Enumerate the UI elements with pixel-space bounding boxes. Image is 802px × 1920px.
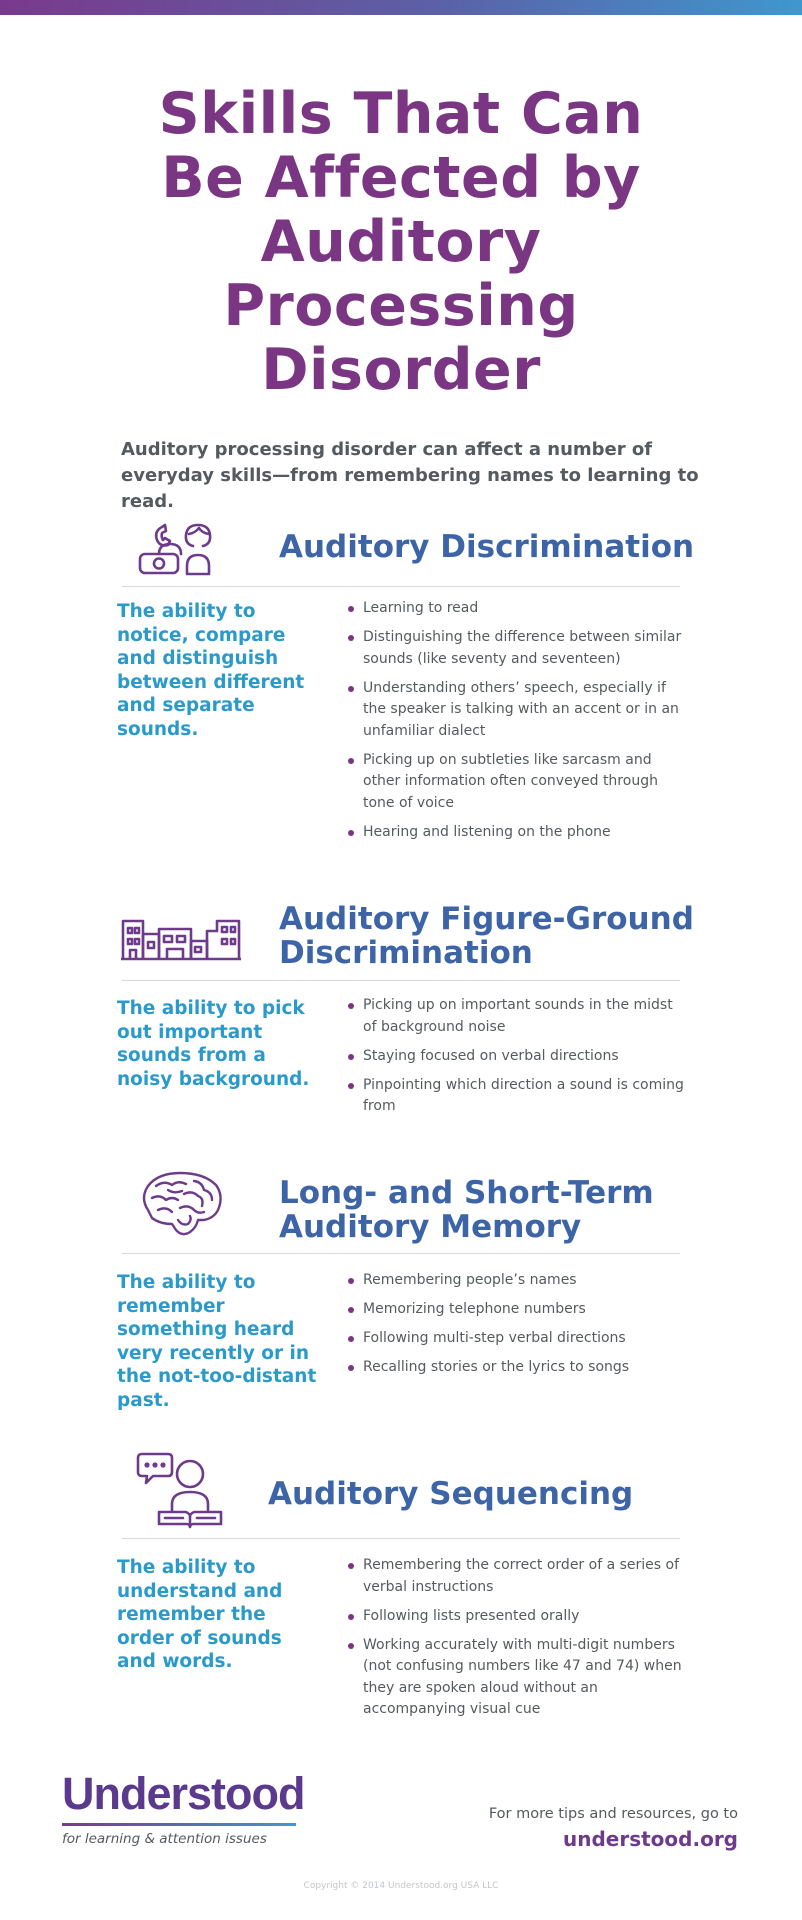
section-title bbox=[279, 1176, 654, 1244]
list-item: Pinpointing which direction a sound is coming from bbox=[346, 1075, 686, 1118]
list-item: Picking up on important sounds in the midst of background noise bbox=[346, 995, 686, 1038]
copyright: Copyright © 2014 Understood.org USA LLC bbox=[303, 1881, 499, 1891]
understood-logo[interactable]: Understood bbox=[62, 1768, 305, 1819]
list-item: Following lists presented orally bbox=[346, 1606, 686, 1628]
intro-text: Auditory processing disorder can affect a number of everyday skills—from remembering names to learning to read. bbox=[121, 439, 699, 512]
section-title bbox=[279, 902, 694, 970]
bullet-list bbox=[346, 1270, 686, 1386]
divider bbox=[122, 1253, 680, 1254]
section-title bbox=[268, 1477, 633, 1511]
list-item: Remembering people’s names bbox=[346, 1270, 686, 1292]
title-line: Disorder bbox=[261, 337, 541, 403]
list-item: Learning to read bbox=[346, 598, 686, 620]
section-title-line: Auditory Sequencing bbox=[268, 1476, 634, 1512]
city-buildings-icon bbox=[121, 917, 241, 965]
section-title bbox=[279, 530, 694, 564]
brain-icon bbox=[138, 1170, 224, 1244]
list-item: Picking up on subtleties like sarcasm and other information often conveyed through tone of voice bbox=[346, 750, 686, 815]
phone-person-icon bbox=[137, 520, 225, 580]
logo-underline bbox=[62, 1823, 296, 1826]
section-description: The ability to understand and remember the order of sounds and words. bbox=[117, 1557, 283, 1672]
divider bbox=[122, 1538, 680, 1539]
divider bbox=[122, 980, 680, 981]
list-item: Memorizing telephone numbers bbox=[346, 1299, 686, 1321]
reader-speech-bubble-icon bbox=[137, 1452, 223, 1532]
list-item: Remembering the correct order of a series of verbal instructions bbox=[346, 1555, 686, 1598]
list-item: Staying focused on verbal directions bbox=[346, 1046, 686, 1068]
top-gradient-bar bbox=[0, 0, 802, 15]
title-line: Be Affected by bbox=[161, 145, 641, 211]
title-line: Auditory bbox=[260, 209, 542, 275]
list-item: Distinguishing the difference between similar sounds (like seventy and seventeen) bbox=[346, 627, 686, 670]
section-description: The ability to pick out important sounds from a noisy background. bbox=[117, 998, 310, 1090]
logo-tagline: for learning & attention issues bbox=[62, 1831, 267, 1847]
bullet-list bbox=[346, 1555, 686, 1728]
bullet-list bbox=[346, 995, 686, 1125]
divider bbox=[122, 586, 680, 587]
understood-link[interactable]: understood.org bbox=[563, 1827, 738, 1851]
section-title-line: Long- and Short-Term bbox=[279, 1175, 654, 1211]
list-item: Recalling stories or the lyrics to songs bbox=[346, 1357, 686, 1379]
section-title-line: Discrimination bbox=[279, 935, 533, 971]
section-description: The ability to remember something heard very recently or in the not-too-distant past. bbox=[117, 1272, 317, 1411]
section-title-line: Auditory Memory bbox=[279, 1209, 582, 1245]
title-line: Processing bbox=[223, 273, 579, 339]
list-item: Working accurately with multi-digit numbers (not confusing numbers like 47 and 74) when they are spoken aloud without an accompanying visual cue bbox=[346, 1635, 686, 1721]
list-item: Following multi-step verbal directions bbox=[346, 1328, 686, 1350]
bullet-list bbox=[346, 598, 686, 851]
list-item: Hearing and listening on the phone bbox=[346, 822, 686, 844]
title-line: Skills That Can bbox=[158, 81, 644, 147]
section-description: The ability to notice, compare and distinguish between different and separate sounds. bbox=[117, 601, 305, 740]
page-title bbox=[0, 82, 802, 402]
list-item: Understanding others’ speech, especially if the speaker is talking with an accent or in an unfamiliar dialect bbox=[346, 678, 686, 743]
more-resources-text: For more tips and resources, go to bbox=[488, 1806, 738, 1822]
section-title-line: Auditory Discrimination bbox=[279, 529, 695, 565]
section-title-line: Auditory Figure-Ground bbox=[279, 901, 694, 937]
